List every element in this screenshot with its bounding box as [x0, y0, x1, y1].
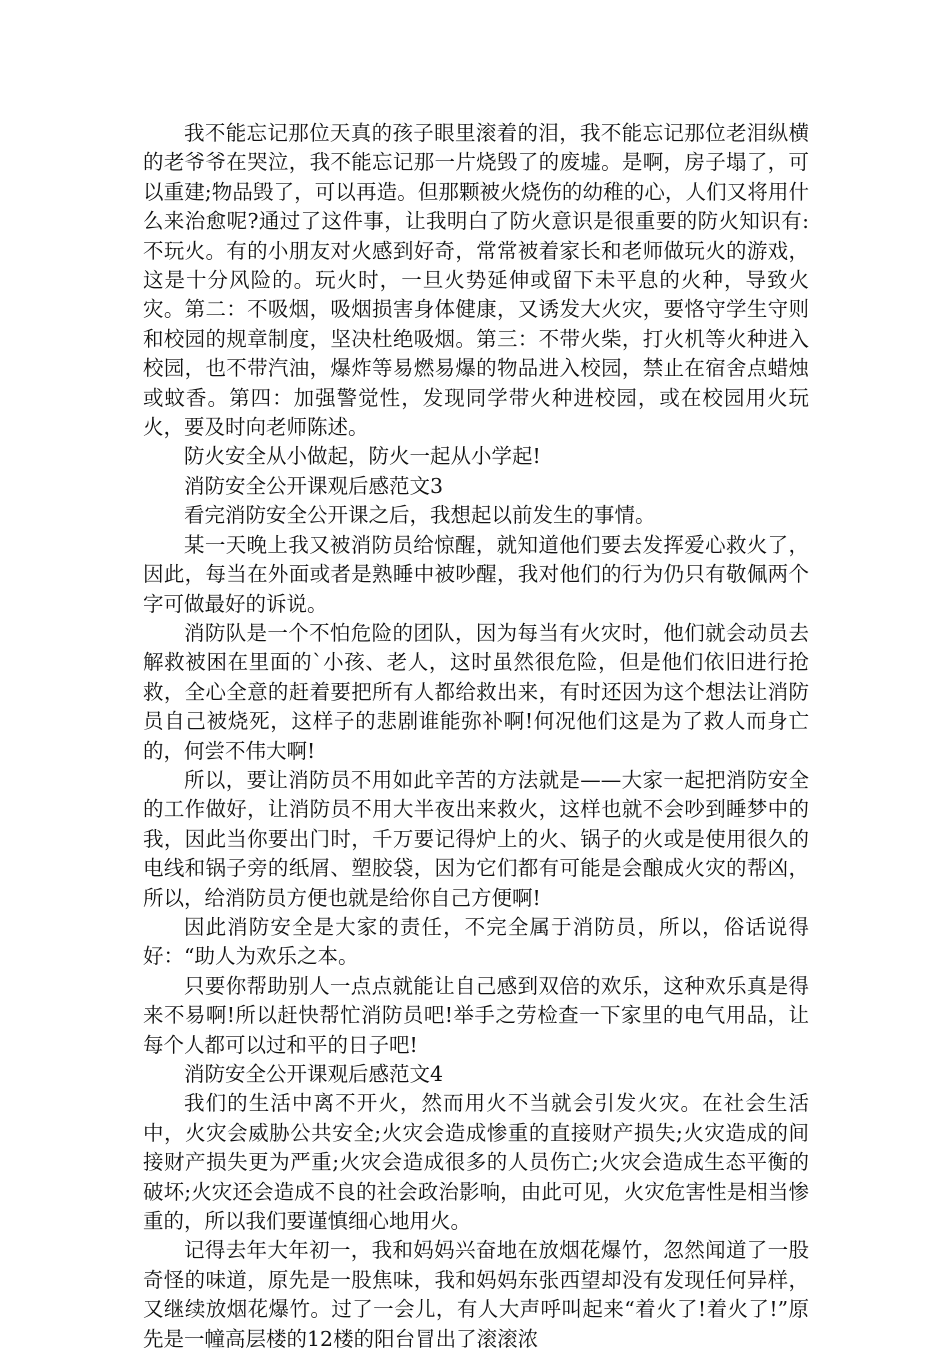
paragraph: 因此消防安全是大家的责任，不完全属于消防员，所以，俗话说得好：“助人为欢乐之本。: [143, 914, 809, 969]
paragraph: 我们的生活中离不开火，然而用火不当就会引发火灾。在社会生活中，火灾会威胁公共安全;火灾会造成惨重的直接财产损失;火灾造成的间接财产损失更为严重;火灾会造成很多的人员伤亡;火灾会造成生态平衡的破坏;火灾还会造成不良的社会政治影响，由此可见，火灾危害性是相当惨重的，所以我们要谨慎细心地用火。: [143, 1091, 809, 1234]
paragraph: 所以，要让消防员不用如此辛苦的方法就是——大家一起把消防安全的工作做好，让消防员不用大半夜出来救火，这样也就不会吵到睡梦中的我，因此当你要出门时，千万要记得炉上的火、锅子的火或是使用很久的电线和锅子旁的纸屑、塑胶袋，因为它们都有可能是会酿成火灾的帮凶，所以，给消防员方便也就是给你自己方便啊!: [143, 767, 809, 910]
section-heading: 消防安全公开课观后感范文3: [184, 473, 444, 498]
paragraph: 消防队是一个不怕危险的团队，因为每当有火灾时，他们就会动员去解救被困在里面的`小孩、老人，这时虽然很危险，但是他们依旧进行抢救，全心全意的赶着要把所有人都给救出来，有时还因为这个想法让消防员自己被烧死，这样子的悲剧谁能弥补啊!何况他们这是为了救人而身亡的，何尝不伟大啊!: [143, 620, 809, 763]
paragraph: 防火安全从小做起，防火一起从小学起!: [184, 444, 541, 469]
paragraph: 某一天晚上我又被消防员给惊醒，就知道他们要去发挥爱心救火了，因此，每当在外面或者是熟睡中被吵醒，我对他们的行为仍只有敬佩两个字可做最好的诉说。: [143, 532, 809, 616]
paragraph: 记得去年大年初一，我和妈妈兴奋地在放烟花爆竹，忽然闻道了一股奇怪的味道，原先是一股焦味，我和妈妈东张西望却没有发现任何异样，又继续放烟花爆竹。过了一会儿，有人大声呼叫起来“着火了!着火了!”原先是一幢高层楼的12楼的阳台冒出了滚滚浓: [143, 1238, 809, 1351]
paragraph: 只要你帮助别人一点点就能让自己感到双倍的欢乐，这种欢乐真是得来不易啊!所以赶快帮忙消防员吧!举手之劳检查一下家里的电气用品，让每个人都可以过和平的日子吧!: [143, 973, 809, 1057]
section-heading: 消防安全公开课观后感范文4: [184, 1062, 444, 1086]
paragraph: 看完消防安全公开课之后，我想起以前发生的事情。: [184, 503, 656, 528]
paragraph: 我不能忘记那位天真的孩子眼里滚着的泪，我不能忘记那位老泪纵横的老爷爷在哭泣，我不能忘记那一片烧毁了的废墟。是啊，房子塌了，可以重建;物品毁了，可以再造。但那颗被火烧伤的幼稚的心，人们又将用什么来治愈呢?通过了这件事，让我明白了防火意识是很重要的防火知识有:不玩火。有的小朋友对火感到好奇，常常被着家长和老师做玩火的游戏，这是十分风险的。玩火时，一旦火势延伸或留下未平息的火种，导致火灾。第二：不吸烟，吸烟损害身体健康，又诱发大火灾，要恪守学生守则和校园的规章制度，坚决杜绝吸烟。第三：不带火柴，打火机等火种进入校园，也不带汽油，爆炸等易燃易爆的物品进入校园，禁止在宿舍点蜡烛或蚊香。第四：加强警觉性，发现同学带火种进校园，或在校园用火玩火，要及时向老师陈述。: [143, 121, 809, 440]
document-page: [143, 119, 809, 1354]
